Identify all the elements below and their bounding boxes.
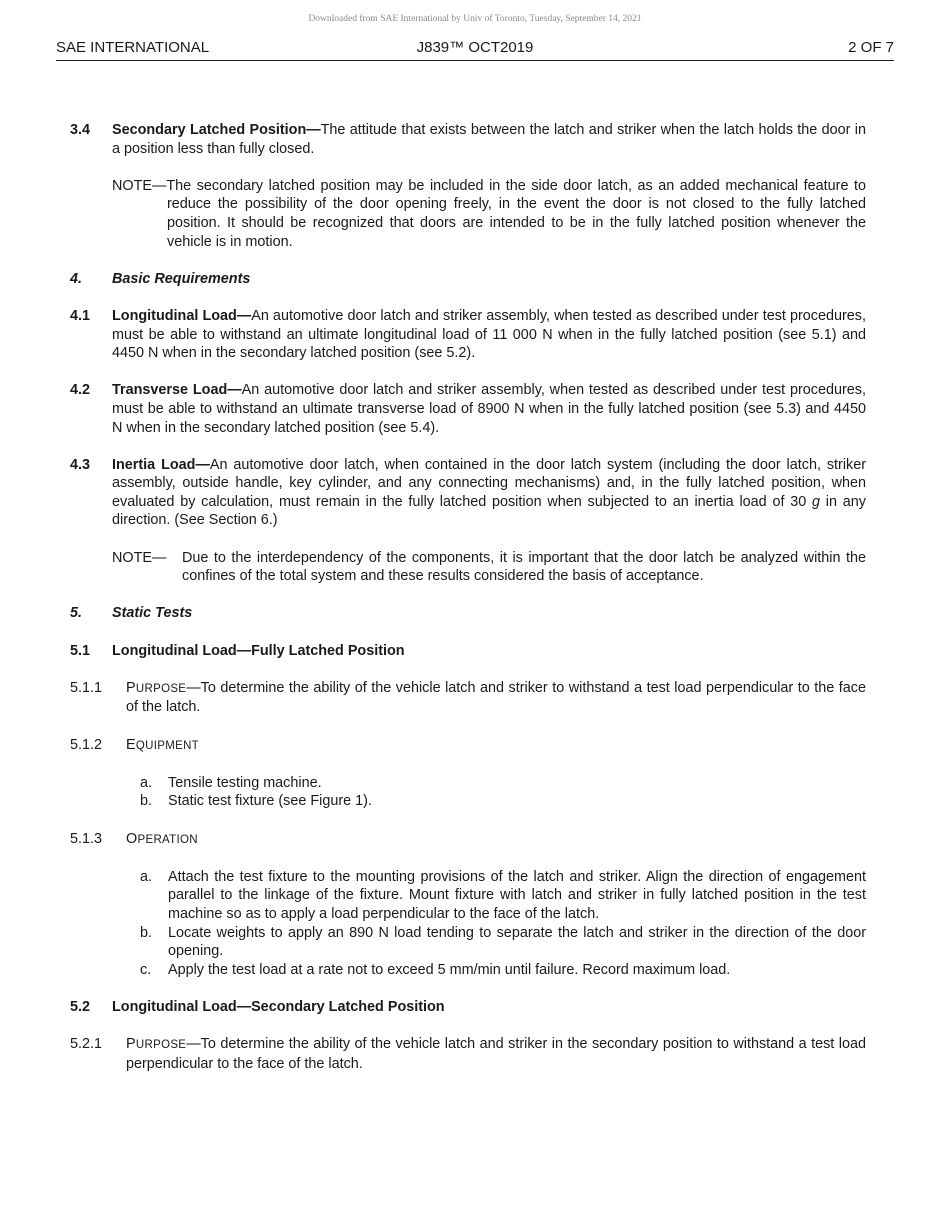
section-text-end: in any direction. (See Section 6.) [112, 493, 866, 529]
section-number: 5. [70, 605, 83, 622]
header-org: SAE INTERNATIONAL [56, 39, 210, 56]
note-3-4: NOTE—The secondary latched position may be included in the side door latch, as an added mechanical feature to reduce the possibility of the door opening freely, in the event the door is not closed to the fully latched position. It should be recognized that doors are intended to be in the fully latched position whenever the vehicle is in motion. [112, 177, 866, 250]
equipment-list [140, 774, 866, 811]
section-5-1-2 [70, 736, 866, 756]
page-body [70, 121, 866, 1092]
section-title: Longitudinal Load— [112, 307, 252, 324]
note-label: NOTE— [112, 549, 167, 566]
list-item: a. Attach the test fixture to the mounting provisions of the latch and striker. Align the direction of engagement parallel to the linkage of the fixture. Mount fixture with latch and striker in fully latched position in the test machine so as to apply a load perpendicular to the face of the latch. [140, 868, 866, 922]
section-number: 5.1 [70, 642, 91, 659]
list-item: b. Locate weights to apply an 890 N load tending to separate the latch and striker in the direction of the door opening. [140, 924, 866, 960]
section-title: Basic Requirements [112, 270, 251, 287]
subsection-label: OPERATION [126, 830, 198, 847]
section-text: An automotive door latch, when contained in the door latch system (including the door latch, striker assembly, outside handle, key cylinder, and any connecting mechanisms) and, in the fully latched position, when evaluated by calculation, must remain in the fully latched position when subjected to an inertia load of 30 [112, 456, 867, 510]
section-5-1-1 [70, 679, 866, 717]
list-item: b. Static test fixture (see Figure 1). [140, 793, 372, 810]
subsection-text: —To determine the ability of the vehicle latch and striker to withstand a test load perpendicular to the face of the latch. [126, 679, 866, 716]
section-text: The attitude that exists between the latch and striker when the latch holds the door in a position less than fully closed. [112, 122, 866, 157]
section-title: Inertia Load— [112, 456, 210, 473]
header-doc-id: J839™ OCT2019 [416, 39, 534, 56]
section-title: Static Tests [112, 605, 193, 622]
subsection-label: PURPOSE [126, 679, 187, 696]
section-5-1-3 [70, 830, 866, 850]
download-notice: Downloaded from SAE International by Univ of Toronto, Tuesday, September 14, 2021 [308, 14, 642, 24]
page-header [56, 38, 894, 61]
section-number: 4.3 [70, 456, 91, 473]
gravity-symbol: g [812, 493, 821, 510]
section-text: An automotive door latch and striker assembly, when tested as described under test procedures, must be able to withstand an ultimate transverse load of 8900 N when in the fully latched position (see 5.3) and 4450 N when in the secondary latched position (see 5.4). [112, 382, 866, 436]
subsection-number: 5.1.1 [70, 679, 103, 696]
subsection-number: 5.1.2 [70, 736, 103, 753]
subsection-text: —To determine the ability of the vehicle latch and striker in the secondary position to withstand a test load perpendicular to the face of the latch. [126, 1036, 866, 1072]
section-4-1 [70, 307, 866, 363]
subsection-label: PURPOSE [126, 1036, 187, 1053]
section-5-2-1 [70, 1035, 866, 1073]
section-text: An automotive door latch and striker assembly, when tested as described under test procedures, must be able to withstand an ultimate longitudinal load of 11 000 N when in the fully latched position (see 5.1) and 4450 N when in the secondary latched position (see 5.2). [112, 307, 867, 362]
section-number: 3.4 [70, 122, 91, 138]
section-number: 4.1 [70, 307, 91, 324]
section-3-4 [70, 121, 866, 158]
section-number: 4.2 [70, 382, 91, 399]
section-title: Transverse Load— [112, 382, 242, 399]
subsection-number: 5.2.1 [70, 1036, 103, 1053]
section-4-2 [70, 381, 866, 437]
section-title: Longitudinal Load—Fully Latched Position [112, 642, 405, 659]
subsection-label: EQUIPMENT [126, 736, 200, 753]
section-4 [70, 270, 866, 289]
list-item: c. Apply the test load at a rate not to exceed 5 mm/min until failure. Record maximum load. [140, 961, 731, 978]
section-title: Longitudinal Load—Secondary Latched Position [112, 998, 445, 1015]
section-5-2 [70, 998, 866, 1017]
section-title: Secondary Latched Position— [112, 122, 321, 138]
section-number: 5.2 [70, 998, 91, 1015]
section-4-3 [70, 456, 866, 530]
note-text: Due to the interdependency of the components, it is important that the door latch be analyzed within the confines of the total system and these results considered the basis of acceptance. [182, 549, 866, 585]
subsection-number: 5.1.3 [70, 830, 103, 847]
section-number: 4. [70, 270, 83, 287]
section-5 [70, 604, 866, 623]
operation-list [140, 868, 866, 980]
note-4-3 [112, 549, 866, 586]
section-5-1 [70, 642, 866, 661]
list-item: a. Tensile testing machine. [140, 774, 322, 791]
header-page-number: 2 OF 7 [848, 39, 894, 56]
